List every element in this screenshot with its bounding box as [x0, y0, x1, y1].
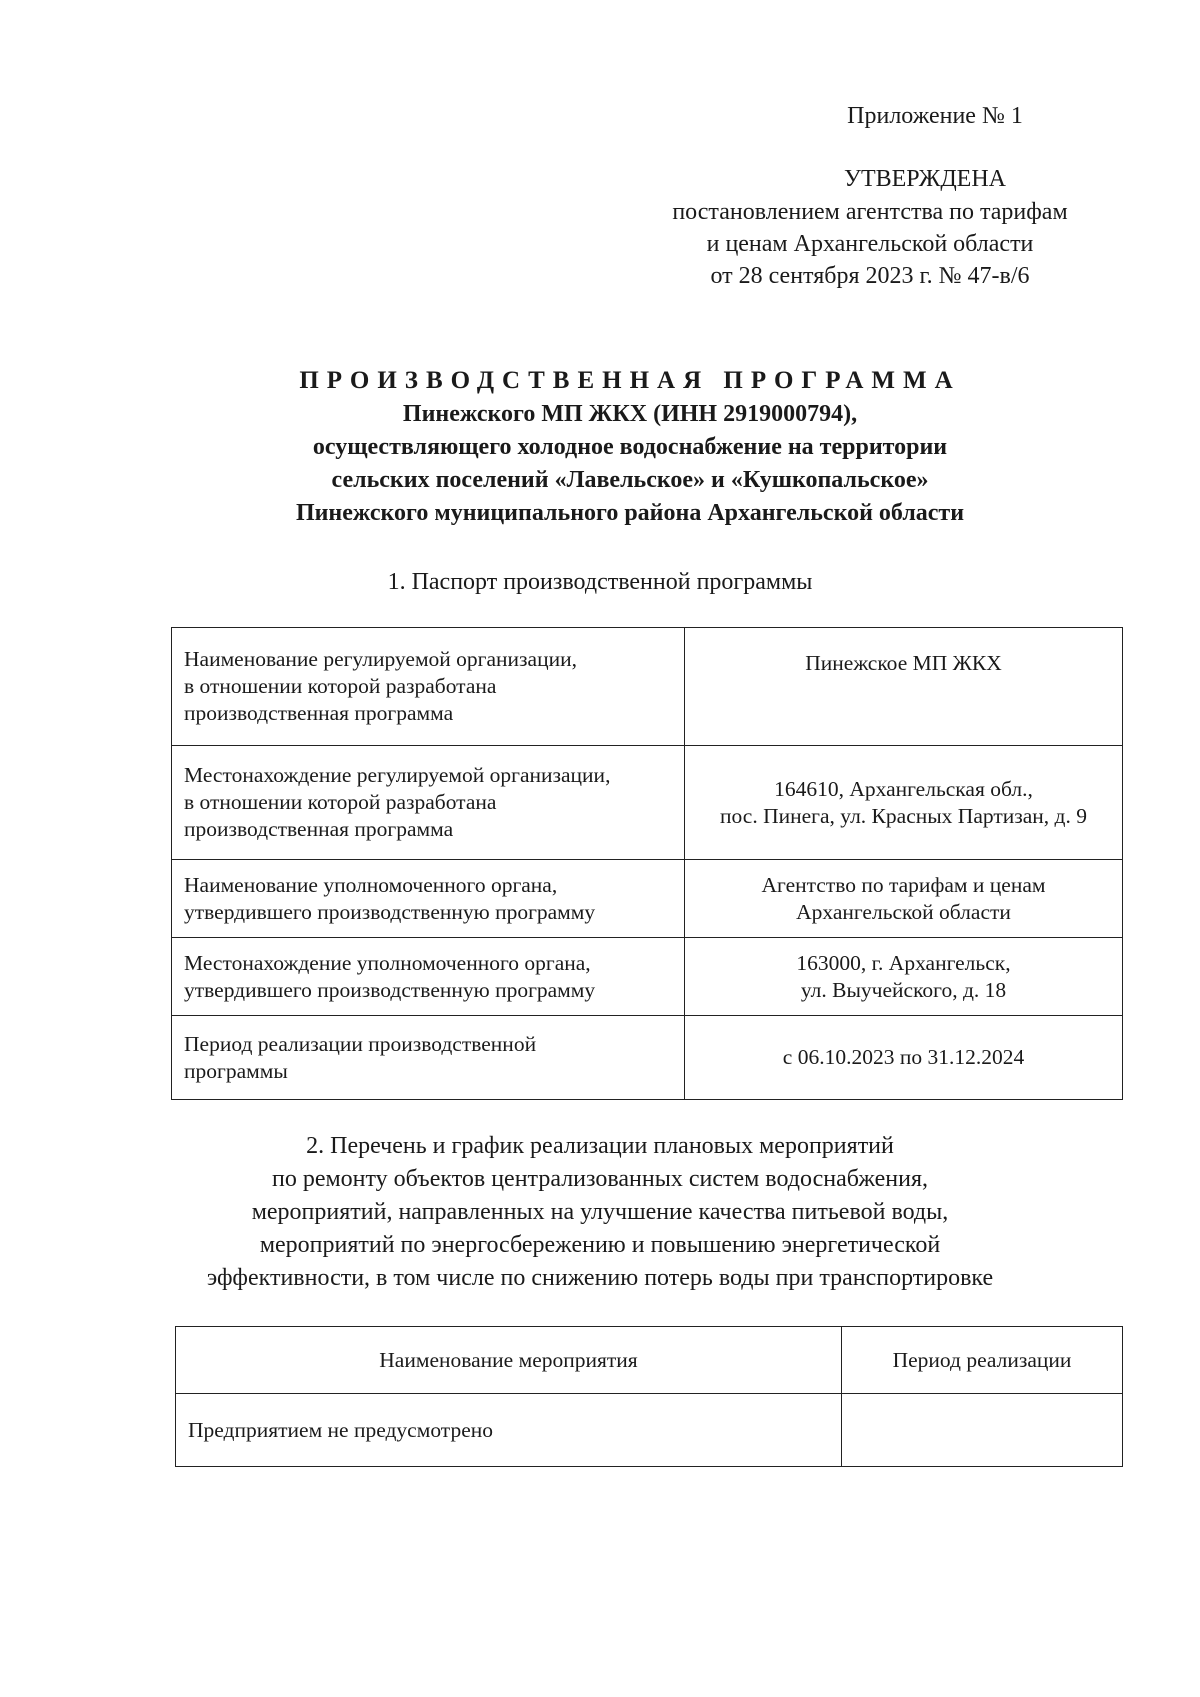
table-row [172, 938, 1123, 1016]
label-line: в отношении которой разработана [184, 790, 497, 814]
passport-label [172, 938, 685, 1016]
value-line: с 06.10.2023 по 31.12.2024 [782, 1045, 1025, 1069]
label-line: Местонахождение уполномоченного органа, [184, 950, 591, 975]
value-line: 163000, г. Архангельск, [796, 950, 1011, 975]
approval-line-1: постановлением агентства по тарифам [672, 199, 1068, 225]
section-2-heading-line: по ремонту объектов централизованных систем водоснабжения, [271, 1166, 928, 1192]
label-line: Местонахождение регулируемой организации, [184, 763, 611, 787]
passport-label [172, 1016, 685, 1100]
value-line: 164610, Архангельская обл., [774, 776, 1033, 801]
passport-value [685, 1016, 1123, 1100]
passport-label [172, 628, 685, 746]
table-row [172, 860, 1123, 938]
section-2-heading-line: мероприятий, направленных на улучшение качества питьевой воды, [251, 1199, 949, 1225]
section-2-heading-line: мероприятий по энергосбережению и повышению энергетической [259, 1232, 941, 1258]
label-line: Наименование регулируемой организации, [184, 647, 577, 671]
table-row [176, 1394, 1123, 1467]
section-2-heading [0, 1130, 1200, 1295]
label-line: Период реализации производственной [184, 1031, 537, 1056]
events-table [175, 1326, 1123, 1467]
approval-status: УТВЕРЖДЕНА [843, 166, 1007, 192]
passport-value [685, 628, 1123, 746]
label-line: производственная программа [184, 817, 454, 841]
table-row [172, 746, 1123, 860]
title-line-2: осуществляющего холодное водоснабжение на территории [312, 434, 948, 460]
section-2-heading-line: 2. Перечень и график реализации плановых мероприятий [306, 1133, 894, 1159]
passport-table [171, 627, 1123, 1100]
approval-line-3: от 28 сентября 2023 г. № 47-в/6 [710, 263, 1030, 289]
label-line: утвердившего производственную программу [184, 899, 596, 924]
title-main: ПРОИЗВОДСТВЕННАЯ ПРОГРАММА [299, 367, 961, 394]
event-period-cell [842, 1394, 1123, 1467]
value-line: Пинежское МП ЖКХ [805, 651, 1002, 675]
column-header-event-name: Наименование мероприятия [176, 1327, 842, 1394]
label-line: производственная программа [184, 701, 454, 725]
value-line: ул. Выучейского, д. 18 [800, 977, 1007, 1002]
value-line: Агентство по тарифам и ценам [761, 872, 1046, 897]
value-line: Архангельской области [796, 899, 1011, 924]
column-header-period: Период реализации [842, 1327, 1123, 1394]
label-line: программы [184, 1058, 288, 1083]
document-title [170, 364, 1090, 530]
table-header-row [176, 1327, 1123, 1394]
label-line: утвердившего производственную программу [184, 977, 596, 1002]
value-line: пос. Пинега, ул. Красных Партизан, д. 9 [720, 803, 1087, 828]
title-line-4: Пинежского муниципального района Архангельской области [295, 500, 965, 526]
approval-line-2: и ценам Архангельской области [706, 231, 1034, 257]
passport-label [172, 860, 685, 938]
table-row [172, 628, 1123, 746]
passport-label [172, 746, 685, 860]
label-line: в отношении которой разработана [184, 674, 497, 698]
passport-value [685, 938, 1123, 1016]
passport-value [685, 860, 1123, 938]
label-line: Наименование уполномоченного органа, [184, 872, 558, 897]
section-2-heading-line: эффективности, в том числе по снижению потерь воды при транспортировке [206, 1265, 994, 1291]
table-row [172, 1016, 1123, 1100]
passport-value [685, 746, 1123, 860]
section-1-heading: 1. Паспорт производственной программы [387, 569, 813, 595]
appendix-number: Приложение № 1 [847, 103, 1023, 129]
event-name-cell: Предприятием не предусмотрено [176, 1394, 842, 1467]
title-line-1: Пинежского МП ЖКХ (ИНН 2919000794), [402, 401, 858, 427]
title-line-3: сельских поселений «Лавельское» и «Кушкопальское» [331, 467, 929, 493]
